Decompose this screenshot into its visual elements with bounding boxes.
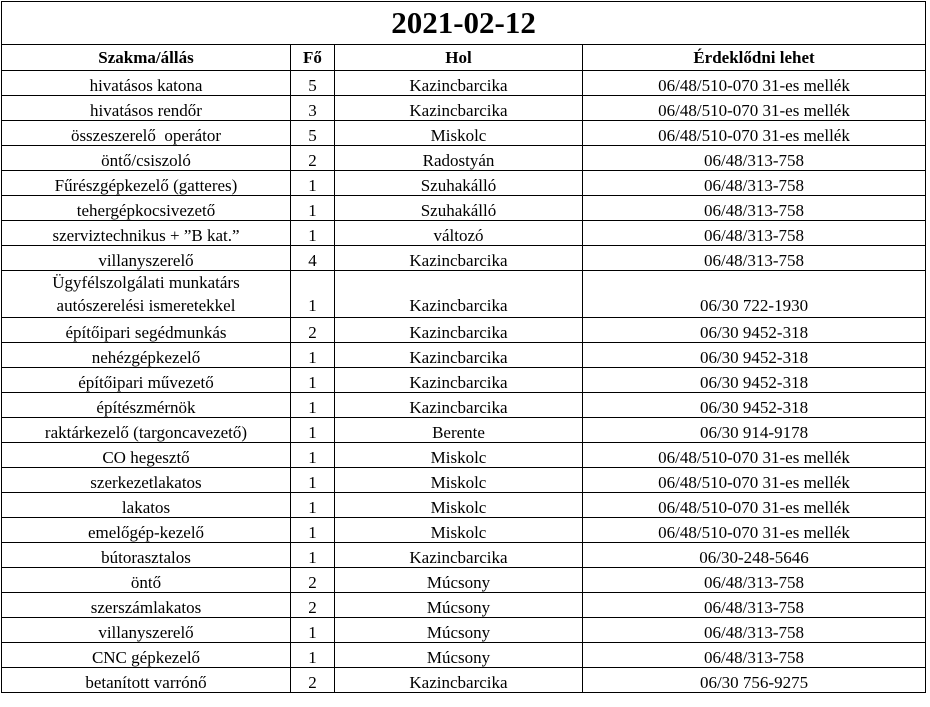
location-cell: Kazincbarcika	[335, 343, 583, 368]
job-cell: szerviztechnikus + ”B kat.”	[2, 221, 291, 246]
table-row	[2, 593, 926, 618]
job-cell	[2, 271, 291, 318]
date-title: 2021-02-12	[2, 2, 926, 45]
job-cell: nehézgépkezelő	[2, 343, 291, 368]
contact-cell: 06/30 756-9275	[583, 668, 926, 693]
job-cell: villanyszerelő	[2, 618, 291, 643]
location-cell: Kazincbarcika	[335, 368, 583, 393]
header-contact: Érdeklődni lehet	[583, 45, 926, 71]
contact-cell: 06/48/510-070 31-es mellék	[583, 518, 926, 543]
location-cell: Kazincbarcika	[335, 543, 583, 568]
contact-cell: 06/48/510-070 31-es mellék	[583, 468, 926, 493]
location-cell: Miskolc	[335, 121, 583, 146]
job-cell: CNC gépkezelő	[2, 643, 291, 668]
count-cell: 5	[291, 71, 335, 96]
job-cell: öntő/csiszoló	[2, 146, 291, 171]
count-cell: 1	[291, 221, 335, 246]
job-line: autószerelési ismeretekkel	[56, 296, 236, 315]
table-row	[2, 368, 926, 393]
count-cell: 2	[291, 568, 335, 593]
table-row	[2, 71, 926, 96]
table-row	[2, 543, 926, 568]
contact-cell: 06/48/510-070 31-es mellék	[583, 443, 926, 468]
count-cell: 2	[291, 146, 335, 171]
location-cell: Múcsony	[335, 618, 583, 643]
location-cell: Kazincbarcika	[335, 71, 583, 96]
table-row	[2, 468, 926, 493]
contact-cell: 06/48/313-758	[583, 146, 926, 171]
count-cell: 1	[291, 543, 335, 568]
location-cell: Múcsony	[335, 593, 583, 618]
contact-cell: 06/30 9452-318	[583, 343, 926, 368]
location-cell: Miskolc	[335, 443, 583, 468]
table-row	[2, 618, 926, 643]
job-cell: hivatásos rendőr	[2, 96, 291, 121]
table-row	[2, 96, 926, 121]
table-row	[2, 568, 926, 593]
count-cell: 1	[291, 343, 335, 368]
job-cell: villanyszerelő	[2, 246, 291, 271]
header-count: Fő	[291, 45, 335, 71]
contact-cell: 06/30 722-1930	[583, 271, 926, 318]
table-row	[2, 196, 926, 221]
contact-cell: 06/48/510-070 31-es mellék	[583, 71, 926, 96]
job-cell: CO hegesztő	[2, 443, 291, 468]
job-cell: Fűrészgépkezelő (gatteres)	[2, 171, 291, 196]
table-row	[2, 318, 926, 343]
table-row	[2, 418, 926, 443]
location-cell: Kazincbarcika	[335, 668, 583, 693]
job-table	[1, 1, 926, 693]
contact-cell: 06/48/510-070 31-es mellék	[583, 121, 926, 146]
contact-cell: 06/48/313-758	[583, 196, 926, 221]
count-cell: 2	[291, 668, 335, 693]
contact-cell: 06/48/313-758	[583, 246, 926, 271]
location-cell: Múcsony	[335, 643, 583, 668]
contact-cell: 06/48/313-758	[583, 171, 926, 196]
contact-cell: 06/30 9452-318	[583, 368, 926, 393]
table-row	[2, 343, 926, 368]
count-cell: 1	[291, 393, 335, 418]
contact-cell: 06/30 914-9178	[583, 418, 926, 443]
table-row	[2, 221, 926, 246]
table-row	[2, 518, 926, 543]
job-cell: összeszerelő operátor	[2, 121, 291, 146]
header-row	[2, 45, 926, 71]
contact-cell: 06/30 9452-318	[583, 393, 926, 418]
location-cell: Miskolc	[335, 493, 583, 518]
location-cell: Miskolc	[335, 518, 583, 543]
count-cell: 1	[291, 493, 335, 518]
job-cell: tehergépkocsivezető	[2, 196, 291, 221]
title-row	[2, 2, 926, 45]
contact-cell: 06/30 9452-318	[583, 318, 926, 343]
job-cell: építészmérnök	[2, 393, 291, 418]
location-cell: Kazincbarcika	[335, 393, 583, 418]
job-cell: építőipari művezető	[2, 368, 291, 393]
location-cell: Berente	[335, 418, 583, 443]
table-row	[2, 443, 926, 468]
contact-cell: 06/48/510-070 31-es mellék	[583, 96, 926, 121]
count-cell: 4	[291, 246, 335, 271]
table-row	[2, 171, 926, 196]
job-cell: lakatos	[2, 493, 291, 518]
count-cell: 2	[291, 318, 335, 343]
job-cell: szerkezetlakatos	[2, 468, 291, 493]
table-row	[2, 493, 926, 518]
table-row	[2, 393, 926, 418]
contact-cell: 06/48/313-758	[583, 568, 926, 593]
table-row	[2, 668, 926, 693]
contact-cell: 06/48/313-758	[583, 593, 926, 618]
count-cell: 1	[291, 643, 335, 668]
table-row	[2, 643, 926, 668]
job-cell: építőipari segédmunkás	[2, 318, 291, 343]
count-cell: 1	[291, 271, 335, 318]
location-cell: Kazincbarcika	[335, 271, 583, 318]
count-cell: 2	[291, 593, 335, 618]
location-cell: Szuhakálló	[335, 171, 583, 196]
location-cell: Radostyán	[335, 146, 583, 171]
count-cell: 1	[291, 443, 335, 468]
table-row	[2, 146, 926, 171]
job-cell: szerszámlakatos	[2, 593, 291, 618]
count-cell: 1	[291, 196, 335, 221]
location-cell: Szuhakálló	[335, 196, 583, 221]
job-cell: betanított varrónő	[2, 668, 291, 693]
contact-cell: 06/48/313-758	[583, 618, 926, 643]
job-cell: hivatásos katona	[2, 71, 291, 96]
location-cell: Kazincbarcika	[335, 246, 583, 271]
table-row	[2, 271, 926, 318]
count-cell: 1	[291, 171, 335, 196]
location-cell: Miskolc	[335, 468, 583, 493]
count-cell: 1	[291, 468, 335, 493]
header-location: Hol	[335, 45, 583, 71]
job-listing-sheet	[1, 1, 925, 693]
contact-cell: 06/48/510-070 31-es mellék	[583, 493, 926, 518]
count-cell: 1	[291, 418, 335, 443]
job-cell: emelőgép-kezelő	[2, 518, 291, 543]
count-cell: 3	[291, 96, 335, 121]
count-cell: 1	[291, 368, 335, 393]
table-row	[2, 246, 926, 271]
location-cell: Kazincbarcika	[335, 318, 583, 343]
job-cell: bútorasztalos	[2, 543, 291, 568]
count-cell: 1	[291, 618, 335, 643]
header-job: Szakma/állás	[2, 45, 291, 71]
location-cell: Kazincbarcika	[335, 96, 583, 121]
job-cell: öntő	[2, 568, 291, 593]
table-row	[2, 121, 926, 146]
count-cell: 1	[291, 518, 335, 543]
job-cell: raktárkezelő (targoncavezető)	[2, 418, 291, 443]
contact-cell: 06/30-248-5646	[583, 543, 926, 568]
contact-cell: 06/48/313-758	[583, 643, 926, 668]
job-line: Ügyfélszolgálati munkatárs	[52, 273, 240, 292]
location-cell: változó	[335, 221, 583, 246]
location-cell: Múcsony	[335, 568, 583, 593]
count-cell: 5	[291, 121, 335, 146]
contact-cell: 06/48/313-758	[583, 221, 926, 246]
